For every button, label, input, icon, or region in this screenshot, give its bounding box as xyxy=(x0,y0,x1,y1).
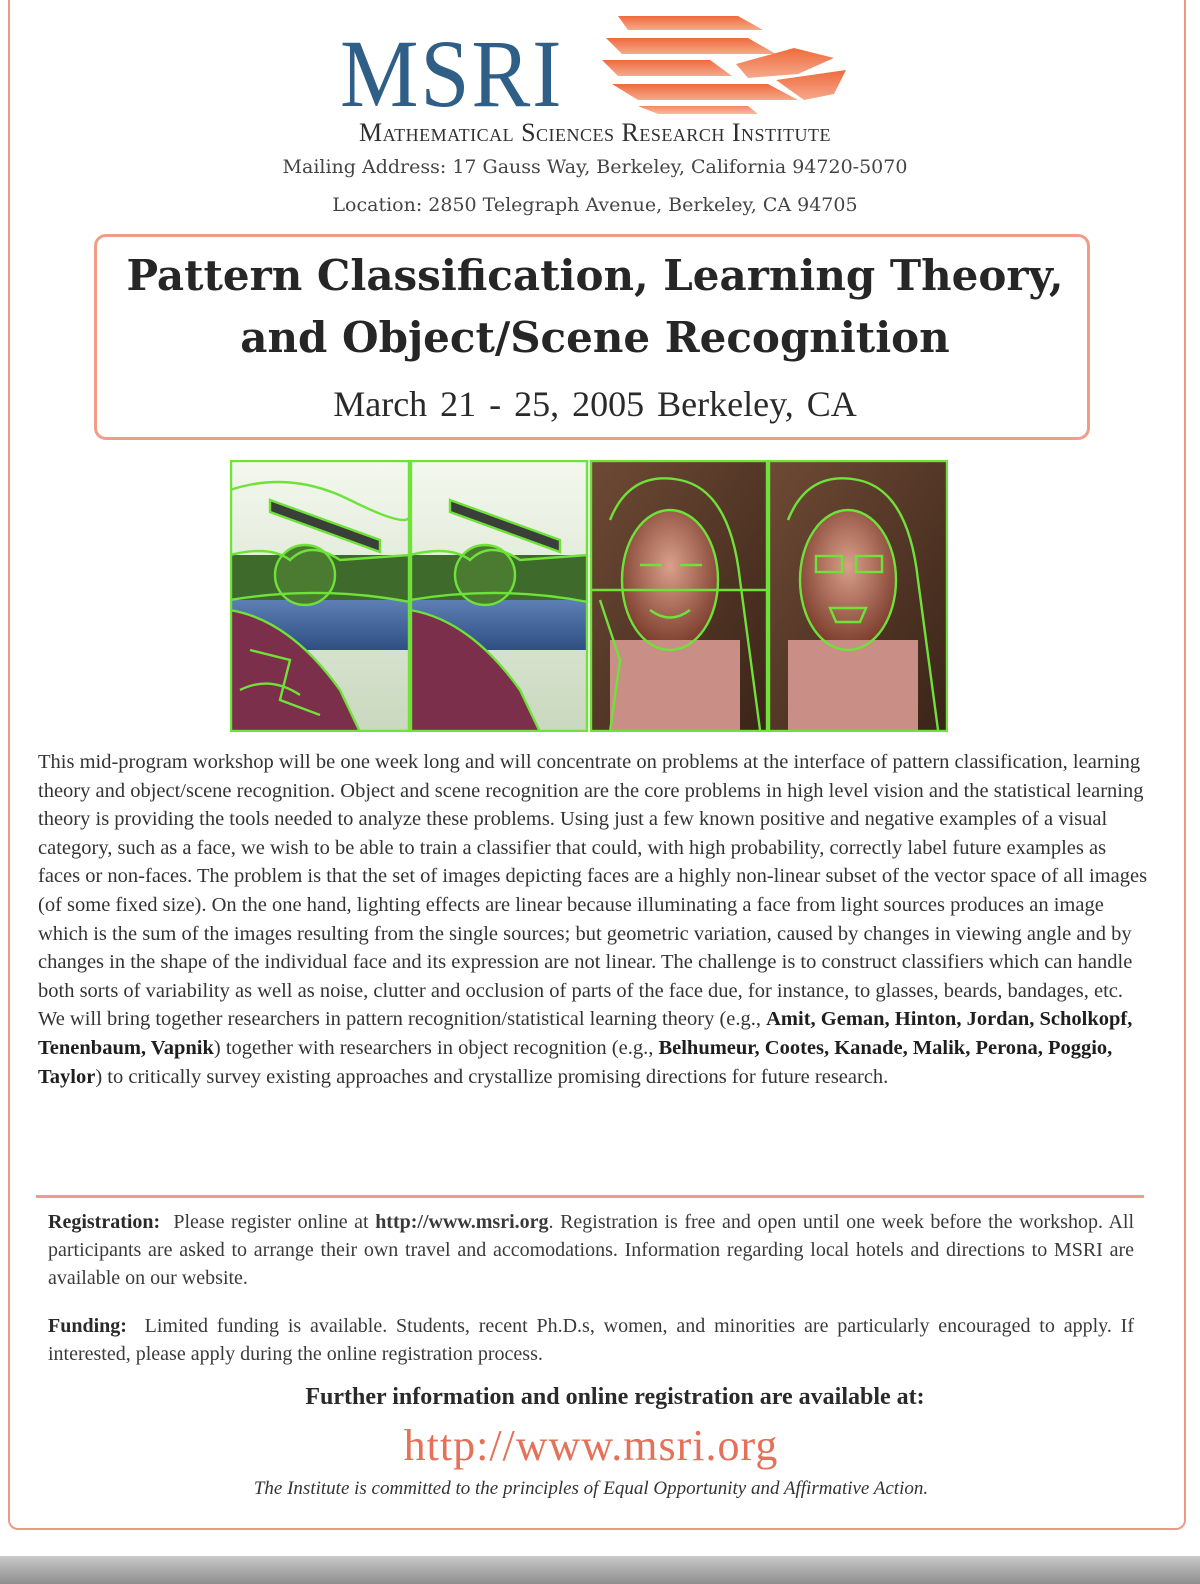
funding-section xyxy=(48,1312,1134,1368)
location-address: Location: 2850 Telegraph Avenue, Berkeley, CA 94705 xyxy=(332,194,858,216)
vision-researchers: Belhumeur, Cootes, Kanade, Malik, Perona, Poggio, Taylor xyxy=(38,1036,1113,1088)
workshop-date-place: March 21 - 25, 2005 Berkeley, CA xyxy=(333,384,857,424)
scene-panel-2 xyxy=(410,460,588,732)
registration-section xyxy=(48,1208,1134,1292)
scene-panel-1 xyxy=(230,460,410,732)
logo-text: MSRI xyxy=(340,20,564,127)
registration-text-after: . Registration is free and open until one week before the workshop. All participants are asked to arrange their own travel and accomodations. Information regarding local hotels and directions to MSRI are available on our website. xyxy=(48,1211,1134,1289)
funding-text: Limited funding is available. Students, recent Ph.D.s, women, and minorities are particularly encouraged to apply. If interested, please apply during the online registration process. xyxy=(48,1315,1135,1365)
learning-researchers: Amit, Geman, Hinton, Jordan, Scholkopf, Tenenbaum, Vapnik xyxy=(38,1008,1133,1059)
mailing-address: Mailing Address: 17 Gauss Way, Berkeley, California 94720-5070 xyxy=(282,156,908,178)
funding-label: Funding: xyxy=(48,1315,127,1337)
description-intro: This mid-program workshop will be one week long and will concentrate on problems at the interface of pattern classification, learning theory and object/scene recognition. Object and scene recognition are the core problems in high level vision and the statistical learning theory is providing the tools needed to analyze these problems. Using just a few known positive and negative examples of a visual category, such as a face, we wish to be able to train a classifier that could, with high probability, correctly label future examples as faces or non-faces. The problem is that the set of images depicting faces are a highly non-linear subset of the vector space of all images (of some fixed size). On the one hand, lighting effects are linear because illuminating a face from light sources produces an image which is the sum of the images resulting from the single sources; but geometric variation, caused by changes in viewing angle and by changes in the shape of the individual face and its expression are not linear. The challenge is to construct classifiers which can handle both sorts of variability as well as noise, clutter and occlusion of parts of the face due, for instance, to glasses, beards, bandages, etc. We will bring together researchers in pattern recognition/statistical learning theory (e.g., xyxy=(38,751,1148,1031)
msri-logo xyxy=(330,8,850,127)
logo-stripes-graphic xyxy=(598,8,854,116)
further-info-heading: Further information and online registration are available at: xyxy=(305,1384,925,1410)
workshop-title-line2: and Object/Scene Recognition xyxy=(240,313,950,362)
face-panel-1 xyxy=(590,460,768,732)
description-mid: ) together with researchers in object recognition (e.g., xyxy=(213,1036,659,1059)
segmentation-photo-strip xyxy=(230,460,948,732)
scan-edge-shadow xyxy=(0,1556,1200,1584)
msri-website-link[interactable]: http://www.msri.org xyxy=(403,1421,779,1470)
face-panel-2 xyxy=(768,460,948,732)
registration-label: Registration: xyxy=(48,1211,161,1233)
registration-url-link[interactable]: http://www.msri.org xyxy=(375,1211,549,1233)
equal-opportunity-statement: The Institute is committed to the principles of Equal Opportunity and Affirmative Action. xyxy=(253,1478,929,1499)
workshop-title-line1: Pattern Classification, Learning Theory, xyxy=(126,251,1064,300)
section-divider xyxy=(36,1195,1144,1198)
institute-name: Mathematical Sciences Research Institute xyxy=(358,118,832,147)
registration-text-before: Please register online at xyxy=(173,1211,376,1233)
description-outro: ) to critically survey existing approaches and crystallize promising directions for future research. xyxy=(95,1065,889,1088)
workshop-description xyxy=(38,748,1148,1091)
title-box xyxy=(94,234,1090,440)
